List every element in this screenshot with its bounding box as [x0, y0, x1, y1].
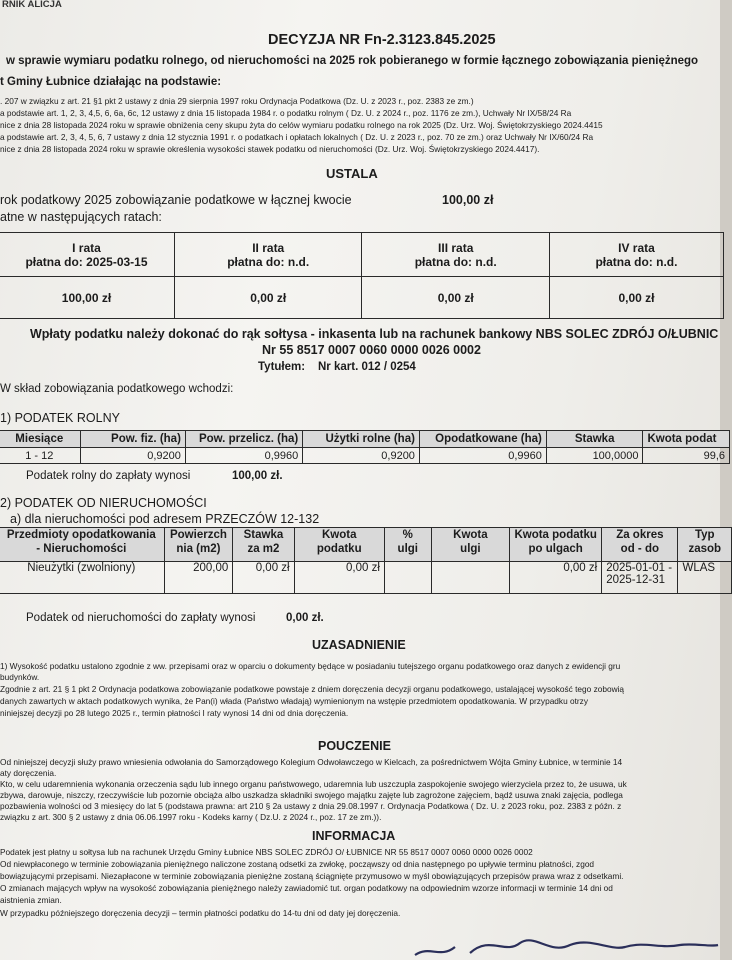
column-header: Stawka za m2 — [233, 528, 294, 562]
column-header: Użytki rolne (ha) — [303, 431, 420, 448]
table-cell — [384, 562, 431, 594]
table-cell: 0,00 zł — [294, 562, 384, 594]
column-header: % ulgi — [384, 528, 431, 562]
installment-amount: 0,00 zł — [174, 277, 361, 319]
column-header: Powierzch nia (m2) — [164, 528, 233, 562]
table-cell: WLAS — [678, 562, 732, 594]
installment-name: I rata — [72, 240, 101, 255]
document-title: DECYZJA NR Fn-2.3123.845.2025 — [268, 32, 496, 48]
column-header: Typ zasob — [678, 528, 732, 562]
document-corner-text: RNIK ALICJA — [2, 0, 62, 10]
installment-name: IV rata — [618, 240, 655, 255]
installment-name: II rata — [252, 240, 285, 255]
agricultural-tax-total-label: Podatek rolny do zapłaty wynosi — [26, 470, 191, 482]
property-address: a) dla nieruchomości pod adresem PRZECZÓW 12-132 — [10, 512, 320, 526]
table-cell: 1 - 12 — [0, 448, 80, 464]
table-row — [0, 448, 730, 464]
legal-basis-line: a podstawie art. 1, 2, 3, 4,5, 6, 6a, 6c, 12 ustawy z dnia 15 listopada 1984 r. o podatku rolnym ( Dz. U. z 2024 r., poz. 1176 ze zm.), Uchwały Nr IX/58/24 Ra — [0, 108, 572, 118]
table-cell: 0,9200 — [303, 448, 420, 464]
table-cell: 0,9960 — [419, 448, 546, 464]
column-header: Przedmioty opodatkowania - Nieruchomości — [0, 528, 164, 562]
payment-title-value: Nr kart. 012 / 0254 — [318, 361, 416, 373]
column-header: Kwota podatku po ulgach — [510, 528, 602, 562]
property-tax-heading: 2) PODATEK OD NIERUCHOMOŚCI — [0, 496, 207, 510]
table-cell: 200,00 — [164, 562, 233, 594]
table-cell: 100,0000 — [546, 448, 643, 464]
installment-cell — [174, 233, 361, 277]
signature-scribble — [410, 925, 720, 960]
table-cell: 2025-01-01 - 2025-12-31 — [602, 562, 678, 594]
installment-due: płatna do: 2025-03-15 — [25, 254, 148, 269]
column-header: Opodatkowane (ha) — [419, 431, 546, 448]
payment-instructions: Wpłaty podatku należy dokonać do rąk sołtysa - inkasenta lub na rachunek bankowy NBS SOLEC ZDRÓJ O/ŁUBNIC — [30, 327, 719, 341]
legal-basis-line: nice z dnia 28 listopada 2024 roku w sprawie określenia wysokości stawek podatku od nieruchomości (Dz. Urz. Woj. Świętokrzyskiego 2024.4417). — [0, 144, 540, 154]
table-cell: 0,9200 — [80, 448, 185, 464]
agricultural-tax-heading: 1) PODATEK ROLNY — [0, 411, 120, 425]
installment-amount: 0,00 zł — [549, 277, 723, 319]
installment-amount: 100,00 zł — [0, 277, 174, 319]
justification-heading: UZASADNIENIE — [312, 638, 406, 652]
agricultural-tax-table — [0, 430, 730, 464]
installment-due: płatna do: n.d. — [414, 254, 497, 269]
table-cell: 0,00 zł — [510, 562, 602, 594]
property-tax-total-label: Podatek od nieruchomości do zapłaty wynosi — [26, 612, 256, 624]
column-header: Kwota podat — [643, 431, 730, 448]
table-cell: 99,6 — [643, 448, 730, 464]
column-header: Pow. przelicz. (ha) — [185, 431, 302, 448]
table-cell: 0,9960 — [185, 448, 302, 464]
installment-due: płatna do: n.d. — [227, 254, 310, 269]
payment-title-label: Tytułem: — [258, 361, 306, 373]
table-cell — [431, 562, 509, 594]
authority-line: t Gminy Łubnice działając na podstawie: — [0, 76, 222, 88]
column-header: Miesiące — [0, 431, 80, 448]
table-row — [0, 562, 732, 594]
column-header: Kwota podatku — [294, 528, 384, 562]
composition-line: W skład zobowiązania podatkowego wchodzi: — [0, 383, 234, 395]
information-heading: INFORMACJA — [312, 829, 396, 843]
ustala-line: rok podatkowy 2025 zobowiązanie podatkowe w łącznej kwocie — [0, 193, 352, 207]
ustala-heading: USTALA — [326, 166, 378, 181]
installments-table — [0, 232, 724, 319]
installment-cell — [549, 233, 723, 277]
installment-amount: 0,00 zł — [362, 277, 549, 319]
column-header: Kwota ulgi — [431, 528, 509, 562]
installment-due: płatna do: n.d. — [595, 254, 678, 269]
property-tax-table — [0, 527, 732, 594]
table-cell: Nieużytki (zwolniony) — [0, 562, 164, 594]
column-header: Za okres od - do — [602, 528, 678, 562]
total-amount: 100,00 zł — [442, 193, 494, 207]
ustala-line-2: atne w następujących ratach: — [0, 210, 162, 224]
bank-account-number: Nr 55 8517 0007 0060 0000 0026 0002 — [262, 343, 481, 357]
legal-basis-line: nice z dnia 28 listopada 2024 roku w sprawie obniżenia ceny skupu żyta do celów wymiaru podatku rolnego na rok 2025 (Dz. Urz. Woj. Świętokrzyskiego 2024.4415 — [0, 120, 603, 130]
legal-basis-line: . 207 w związku z art. 21 §1 pkt 2 ustawy z dnia 29 sierpnia 1997 roku Ordynacja Podatkowa (Dz. U. z 2023 r., poz. 2383 ze zm.) — [0, 96, 474, 106]
column-header: Stawka — [546, 431, 643, 448]
decision-document: RNIK ALICJA DECYZJA NR Fn-2.3123.845.2025 w sprawie wymiaru podatku rolnego, od nieruchomości na 2025 rok pobieranego w formie łącznego zobowiązania pieniężnego t Gminy Łubnice działając na podstawie: . 207 w związku z art. 21 §1 pkt 2 ustawy z dnia 29 sierpnia 1997 roku Ordynacja Podatkowa (Dz. U. z 2023 r., poz. 2383 ze zm.) a podstawie art. 1, 2, 3, 4,5, 6, 6a, 6c, 12 ustawy z dnia 15 listopada 1984 r. o podatku rolnym ( Dz. U. z 2024 r., poz. 1176 ze zm.), Uchwały Nr IX/58/24 Ra nice z dnia 28 listopada 2024 roku w sprawie obniżenia ceny skupu żyta do celów wymiaru podatku rolnego na rok 2025 (Dz. Urz. Woj. Świętokrzyskiego 2024.4415 a podstawie art. 2, 3, 4, 5, 6, 7 ustawy z dnia 12 stycznia 1991 r. o podatkach i opłatach lokalnych ( Dz. U. z 2023 r., poz. 70 ze zm.) oraz Uchwały Nr IX/60/24 Ra nice z dnia 28 listopada 2024 roku w sprawie określenia wysokości stawek podatku od nieruchomości (Dz. Urz. Woj. Świętokrzyskiego 2024.4417). USTALA rok podatkowy 2025 zobowiązanie podatkowe w łącznej kwocie 100,00 zł atne w następujących ratach: I rata płatna do: 2025-03-15 II rata płatna do: n.d. III rata płatna do: n.d. IV rata płatna do: n.d. 100,00 zł 0,00 zł 0,00 zł 0,00 zł Wpłaty podatku należy dokonać do rąk sołtysa - inkasenta lub na rachunek bankowy NBS SOLEC ZDRÓJ O/ŁUBNIC Nr 55 8517 0007 0060 0000 0026 0002 Tytułem: Nr kart. 012 / 0254 W skład zobowiązania podatkowego wchodzi: 1) PODATEK ROLNY Miesiące Pow. fiz. (ha) Pow. przelicz. (ha) Użytki rolne (ha) Opodatkowane (ha) Stawka Kwota podat 1 - 12 0,9200 0,9960 0,9200 0,9960 100,0000 99,6 Podatek rolny do zapłaty wynosi 100,00 zł. 2) PODATEK OD NIERUCHOMOŚCI a) dla nieruchomości pod adresem PRZECZÓW 12-132 Przedmioty opodatkowania - Nieruchomości Powierzch nia (m2) Stawka za m2 Kwota podatku % ulgi Kwota ulgi Kwota podatku po ulgach Za okres od - do Typ zasob Nieużytki (zwolniony) 200,00 0,00 zł 0,00 zł 0,00 zł 2025-01-01 - 2025-12-31 WLAS Podatek od nieruchomości do zapłaty wynosi 0,00 zł. UZASADNIENIE 1) Wysokość podatku ustalono zgodnie z ww. przepisami oraz w oparciu o dokumenty będące w posiadaniu tutejszego organu podatkowego oraz danych z ewidencji gru budynków. Zgodnie z art. 21 § 1 pkt 2 Ordynacja podatkowa zobowiązanie podatkowe powstaje z dniem doręczenia decyzji organu podatkowego, ustalającej wysokość tego zobowią danych zawartych w aktach podatkowych wynika, że Pan(i) włada (Państwo władają) wymienionym na wstępie przedmiotem opodatkowania. W przypadku otrzy niniejszej decyzji po 28 lutego 2025 r., termin płatności I raty wynosi 14 dni od dnia doręczenia. POUCZENIE Od niniejszej decyzji służy prawo wniesienia odwołania do Samorządowego Kolegium Odwoławczego w Kielcach, za pośrednictwem Wójta Gminy Łubnice, w terminie 14 aty doręczenia. Kto, w celu udaremnienia wykonania orzeczenia sądu lub innego organu państwowego, udaremnia lub uszczupla zaspokojenie swojego wierzyciela przez to, że usuwa, uk zbywa, darowuje, niszczy, rzeczywiście lub pozornie obciąża albo uszkadza składniki swojego majątku zajęte lub zagrożone zajęciem, bądź usuwa znaki zajęcia, podlega pozbawienia wolności od 3 miesięcy do lat 5 (podstawa prawna: art 210 § 2a ustawy z dnia 29.08.1997 r. Ordynacja Podatkowa ( Dz. U. z 2023 roku, poz. 2383 z późn. z związku z art. 300 § 2 ustawy z dnia 06.06.1997 roku - Kodeks karny ( Dz.U. z 2024 r., poz. 17 ze zm.)). INFORMACJA Podatek jest płatny u sołtysa lub na rachunek Urzędu Gminy Łubnice NBS SOLEC ZDRÓJ O/ ŁUBNICE NR 55 8517 0007 0060 0000 0026 0002 Od niewpłaconego w terminie zobowiązania pieniężnego naliczone zostaną odsetki za zwłokę, począwszy od dnia następnego po upływie terminu płatności, zgod bowiązującymi przepisami. Niezapłacone w terminie zobowiązania pieniężne zostaną ściągnięte przymusowo w myśl obowiązujących przepisów prawa wraz z odsetkami. O zmianach mających wpływ na wysokość zobowiązania pieniężnego należy zawiadomić tut. organ podatkowy na odpowiednim wzorze informacji w terminie 14 dni od aistnienia zmian. W przypadku późniejszego doręczenia decyzji – termin płatności podatku do 14-tu dni od daty jej doręczenia. — [0, 0, 720, 960]
column-header: Pow. fiz. (ha) — [80, 431, 185, 448]
property-tax-total: 0,00 zł. — [286, 612, 324, 624]
instruction-heading: POUCZENIE — [318, 739, 391, 753]
agricultural-tax-total: 100,00 zł. — [232, 470, 283, 482]
installment-name: III rata — [438, 240, 474, 255]
legal-basis-line: a podstawie art. 2, 3, 4, 5, 6, 7 ustawy z dnia 12 stycznia 1991 r. o podatkach i opłatach lokalnych ( Dz. U. z 2023 r., poz. 70 ze zm.) oraz Uchwały Nr IX/60/24 Ra — [0, 132, 594, 142]
installment-cell — [0, 233, 174, 277]
table-cell: 0,00 zł — [233, 562, 294, 594]
document-subtitle: w sprawie wymiaru podatku rolnego, od nieruchomości na 2025 rok pobieranego w formie łącznego zobowiązania pieniężnego — [6, 55, 699, 67]
installment-cell — [362, 233, 549, 277]
